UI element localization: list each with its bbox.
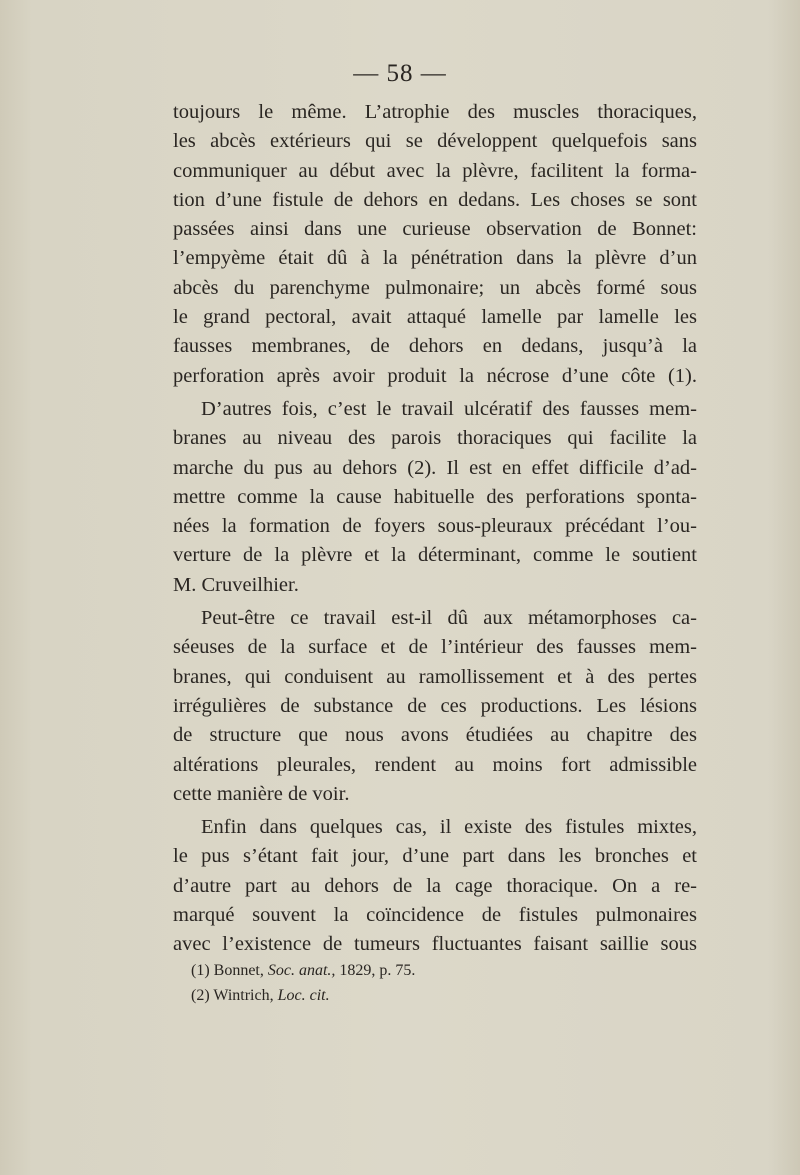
text-line: perforation après avoir produit la nécrose d’une côte (1).	[173, 364, 697, 387]
text-line: D’autres fois, c’est le travail ulcératif des fausses mem-	[201, 397, 697, 420]
paragraph	[173, 395, 697, 600]
footnote-mark: (1)	[191, 962, 210, 979]
text-line: toujours le même. L’atrophie des muscles thoraciques,	[173, 101, 697, 123]
footnote	[191, 958, 671, 983]
text-line: branes au niveau des parois thoraciques qui facilite la	[173, 427, 697, 450]
footnote-author: Wintrich,	[213, 987, 274, 1004]
text-line: nées la formation de foyers sous-pleuraux précédant l’ou-	[173, 515, 697, 538]
footnote-mark: (2)	[191, 987, 210, 1004]
text-line: le grand pectoral, avait attaqué lamelle par lamelle les	[173, 306, 697, 329]
text-line: tion d’une fistule de dehors en dedans. Les choses se sont	[173, 188, 697, 211]
text-line: M. Cruveilhier.	[173, 573, 299, 596]
text-line: avec l’existence de tumeurs fluctuantes faisant saillie sous	[173, 933, 697, 956]
text-line: l’empyème était dû à la pénétration dans la plèvre d’un	[173, 247, 697, 270]
text-line: fausses membranes, de dehors en dedans, jusqu’à la	[173, 335, 697, 358]
text-line: verture de la plèvre et la déterminant, comme le soutient	[173, 544, 697, 567]
text-line: cette manière de voir.	[173, 782, 350, 805]
footnote-author: Bonnet,	[213, 962, 264, 979]
text-line: abcès du parenchyme pulmonaire; un abcès formé sous	[173, 276, 697, 299]
text-line: de structure que nous avons étudiées au chapitre des	[173, 724, 697, 747]
text-line: Peut-être ce travail est-il dû aux métamorphoses ca-	[201, 607, 697, 630]
paragraph	[173, 813, 697, 959]
text-line: communiquer au début avec la plèvre, facilitent la forma-	[173, 159, 697, 182]
text-line: passées ainsi dans une curieuse observation de Bonnet:	[173, 218, 697, 241]
text-line: marqué souvent la coïncidence de fistules pulmonaires	[173, 904, 697, 927]
footnote-source: Soc. anat.,	[267, 962, 336, 979]
paragraph	[173, 98, 697, 391]
text-line: Enfin dans quelques cas, il existe des fistules mixtes,	[201, 816, 697, 839]
text-line: branes, qui conduisent au ramollissement et à des pertes	[173, 665, 697, 688]
text-line: séeuses de la surface et de l’intérieur des fausses mem-	[173, 636, 697, 659]
paragraph	[173, 604, 697, 809]
text-line: d’autre part au dehors de la cage thoracique. On a re-	[173, 874, 697, 897]
page-number: — 58 —	[353, 60, 447, 87]
text-line: le pus s’étant fait jour, d’une part dans les bronches et	[173, 845, 697, 868]
text-line: altérations pleurales, rendent au moins fort admissible	[173, 753, 697, 776]
text-line: les abcès extérieurs qui se développent quelquefois sans	[173, 130, 697, 153]
footnote	[191, 983, 671, 1008]
text-line: irrégulières de substance de ces productions. Les lésions	[173, 694, 697, 717]
text-line: marche du pus au dehors (2). Il est en effet difficile d’ad-	[173, 456, 697, 479]
text-line: mettre comme la cause habituelle des perforations sponta-	[173, 485, 697, 508]
body-text	[173, 98, 697, 960]
footnote-rest: 1829, p. 75.	[335, 962, 416, 979]
footnote-source: Loc. cit.	[277, 987, 330, 1004]
footnotes	[191, 958, 671, 1008]
